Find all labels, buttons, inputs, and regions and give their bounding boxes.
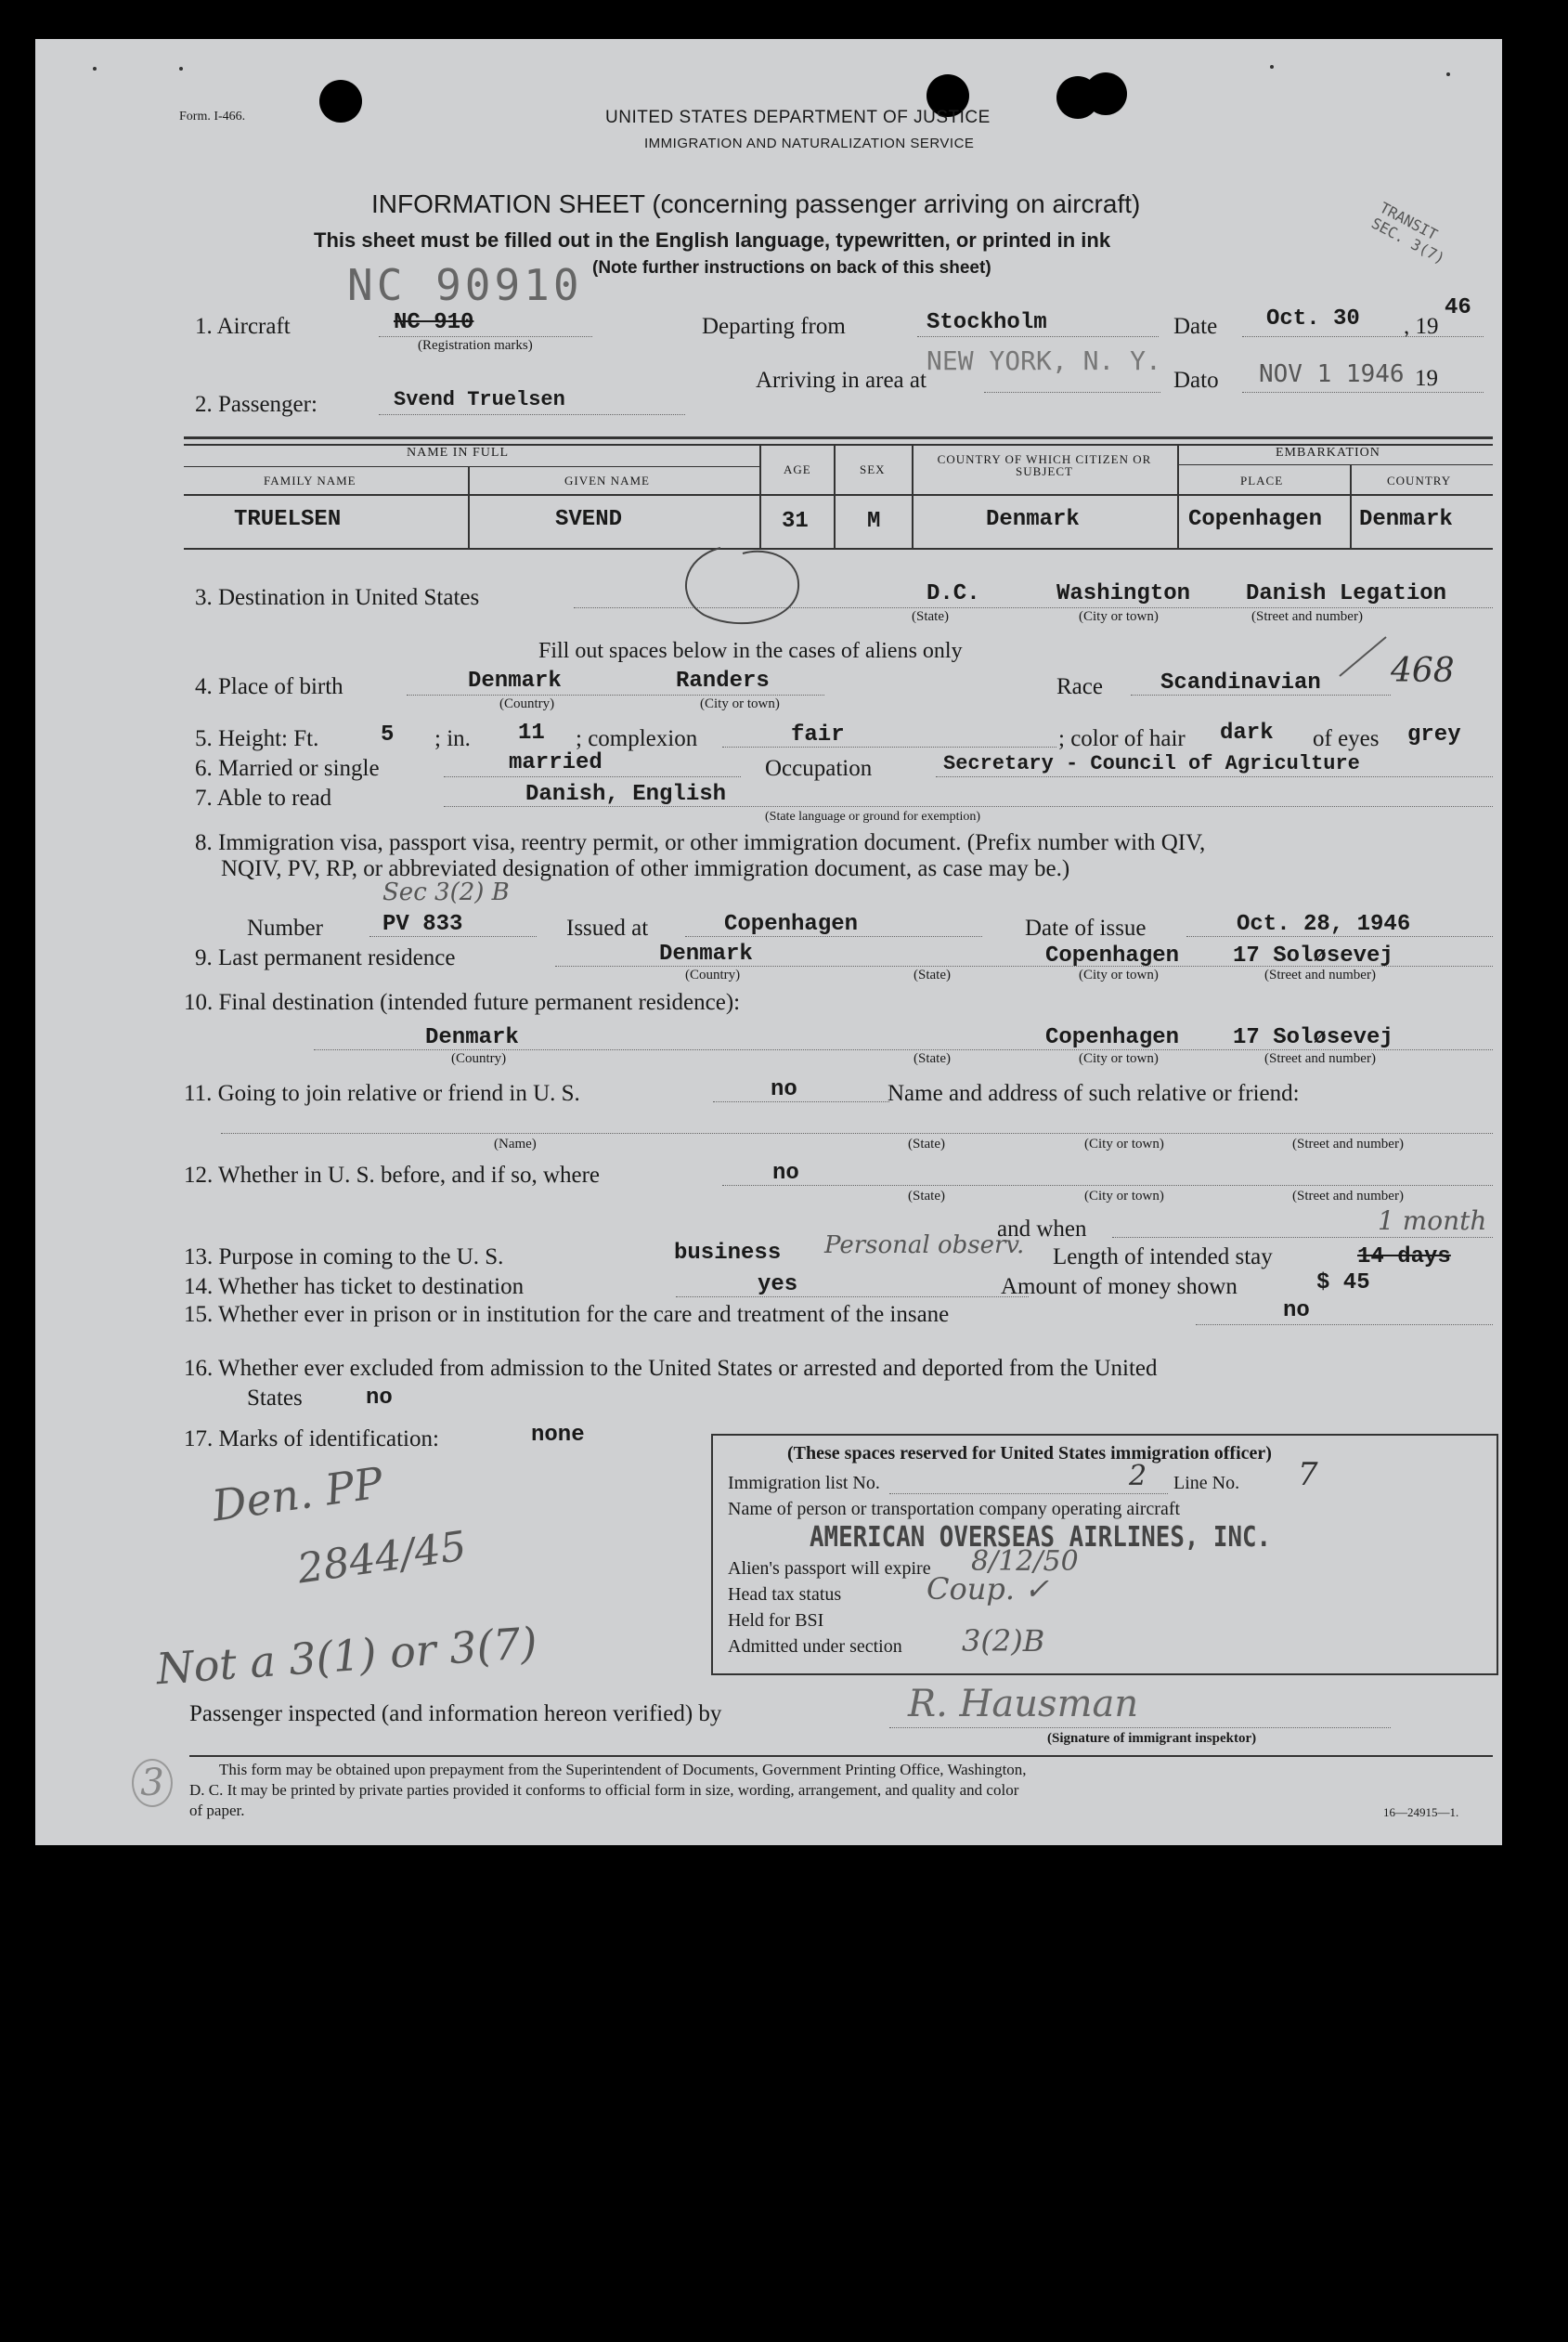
handnote-circled: 3 <box>132 1759 173 1807</box>
join-state-caption: (State) <box>908 1137 945 1151</box>
destination-state: D.C. <box>927 581 980 606</box>
passenger-value: Svend Truelsen <box>394 388 565 411</box>
date2-stamp: NOV 1 1946 <box>1259 360 1405 388</box>
handnote-passport: Den. PP <box>209 1457 386 1531</box>
prison-label: 15. Whether ever in prison or in institution for the care and treatment of the insane <box>184 1302 950 1327</box>
excluded-text-2: States <box>247 1386 303 1411</box>
married-value: married <box>509 750 603 775</box>
department-name: UNITED STATES DEPARTMENT OF JUSTICE <box>605 108 991 127</box>
stay-label: Length of intended stay <box>1053 1244 1273 1269</box>
before-street-caption: (Street and number) <box>1292 1189 1404 1204</box>
arriving-label: Arriving in area at <box>756 368 927 393</box>
aliens-heading: Fill out spaces below in the cases of aliens only <box>538 639 963 663</box>
signature-caption: (Signature of immigrant inspektor) <box>1047 1731 1257 1746</box>
money-value: $ 45 <box>1316 1270 1370 1295</box>
given-name-header: GIVEN NAME <box>564 474 650 488</box>
form-sheet <box>35 39 1502 1845</box>
destination-state-caption: (State) <box>912 609 949 624</box>
place-header: PLACE <box>1240 474 1284 488</box>
married-label: 6. Married or single <box>195 756 380 781</box>
departing-value: Stockholm <box>927 310 1047 335</box>
birth-label: 4. Place of birth <box>195 674 343 699</box>
embarkation-header: EMBARKATION <box>1276 446 1380 460</box>
hair-value: dark <box>1220 721 1274 746</box>
list-no-value: 2 <box>1129 1460 1147 1492</box>
service-name: IMMIGRATION AND NATURALIZATION SERVICE <box>644 136 975 151</box>
issue-date-value: Oct. 28, 1946 <box>1237 912 1411 937</box>
residence-city-caption: (City or town) <box>1079 968 1159 982</box>
residence-country: Denmark <box>659 942 753 967</box>
country-citizen-header: COUNTRY OF WHICH CITIZEN OR SUBJECT <box>937 452 1152 478</box>
speck <box>93 67 97 71</box>
head-tax-value: Coup. ✓ <box>927 1571 1049 1607</box>
line-no-value: 7 <box>1298 1456 1318 1493</box>
inspected-label: Passenger inspected (and information hereon verified) by <box>189 1701 722 1726</box>
join-value: no <box>771 1077 797 1102</box>
transit-stamp: TRANSIT SEC. 3(7) <box>1368 198 1448 268</box>
join-street-caption: (Street and number) <box>1292 1137 1404 1151</box>
residence-city: Copenhagen <box>1045 943 1180 969</box>
speck <box>1270 65 1274 69</box>
before-state-caption: (State) <box>908 1189 945 1204</box>
footer-text-2: D. C. It may be printed by private parties provided it conforms to official form in size, wording, arrangement, and quality and color <box>189 1781 1019 1799</box>
aircraft-value: NC 910 <box>394 310 474 335</box>
destination-label: 3. Destination in United States <box>195 585 480 610</box>
race-code: 468 <box>1391 652 1455 690</box>
document-text-2: NQIV, PV, RP, or abbreviated designation of other immigration document, as case may be.) <box>221 856 1070 881</box>
embark-country-cell: Denmark <box>1359 507 1453 532</box>
date-year: 46 <box>1445 295 1471 320</box>
arriving-stamp: NEW YORK, N. Y. <box>927 345 1161 376</box>
handnote-number: 2844/45 <box>294 1522 470 1594</box>
marks-label: 17. Marks of identification: <box>184 1426 439 1451</box>
head-tax-label: Head tax status <box>728 1584 842 1605</box>
admitted-value: 3(2)B <box>962 1623 1045 1659</box>
join-label: 11. Going to join relative or friend in U. S. <box>184 1081 580 1106</box>
document-handwritten: Sec 3(2) B <box>382 878 510 906</box>
country-header: COUNTRY <box>1387 474 1452 488</box>
footer-text-3: of paper. <box>189 1802 245 1819</box>
date-value: Oct. 30 <box>1266 306 1360 332</box>
aircraft-number-stamp: NC 90910 <box>347 260 583 310</box>
inspector-signature: R. Hausman <box>908 1683 1139 1725</box>
footer-code: 16—24915—1. <box>1383 1805 1459 1819</box>
embark-place-cell: Copenhagen <box>1188 507 1323 532</box>
line-no-label: Line No. <box>1173 1473 1240 1493</box>
instruction-text: This sheet must be filled out in the English language, typewritten, or printed in ink <box>314 228 1111 252</box>
footer-text-1: This form may be obtained upon prepayment from the Superintendent of Documents, Government Printing Office, Washington, <box>219 1761 1027 1778</box>
purpose-value: business <box>674 1241 782 1266</box>
name-in-full-header: NAME IN FULL <box>407 446 509 460</box>
date2-suffix: 19 <box>1415 366 1438 391</box>
occupation-value: Secretary - Council of Agriculture <box>943 752 1360 775</box>
read-caption: (State language or ground for exemption) <box>765 810 981 824</box>
punch-hole <box>319 80 362 123</box>
excluded-value: no <box>366 1386 393 1411</box>
join-name-caption: (Name) <box>494 1137 537 1151</box>
form-title: INFORMATION SHEET (concerning passenger arriving on aircraft) <box>371 189 1141 218</box>
race-slash <box>1335 633 1391 680</box>
ticket-label: 14. Whether has ticket to destination <box>184 1274 525 1299</box>
final-country-caption: (Country) <box>451 1051 507 1066</box>
company-label: Name of person or transportation company operating aircraft <box>728 1499 1181 1519</box>
before-city-caption: (City or town) <box>1084 1189 1164 1204</box>
final-state-caption: (State) <box>914 1051 951 1066</box>
join-city-caption: (City or town) <box>1084 1137 1164 1151</box>
given-name-cell: SVEND <box>555 507 623 532</box>
height-label: 5. Height: Ft. <box>195 726 319 751</box>
officer-heading: (These spaces reserved for United States immigration officer) <box>787 1443 1272 1464</box>
final-city: Copenhagen <box>1045 1025 1180 1050</box>
complexion-value: fair <box>791 722 845 748</box>
height-in-label: ; in. <box>434 726 471 751</box>
speck <box>179 67 183 71</box>
issued-label: Issued at <box>566 916 649 941</box>
purpose-handwritten: Personal observ. <box>824 1231 1025 1259</box>
handnote-section: Not a 3(1) or 3(7) <box>154 1617 539 1695</box>
read-label: 7. Able to read <box>195 786 332 811</box>
sex-header: SEX <box>860 462 886 476</box>
admitted-label: Admitted under section <box>728 1636 902 1657</box>
registration-caption: (Registration marks) <box>418 338 533 353</box>
issued-value: Copenhagen <box>724 912 859 937</box>
destination-street: Danish Legation <box>1246 581 1447 606</box>
prison-value: no <box>1283 1298 1310 1323</box>
height-inches: 11 <box>518 721 545 746</box>
age-header: AGE <box>784 462 811 476</box>
family-name-cell: TRUELSEN <box>234 507 342 532</box>
hand-drawn-circle <box>667 540 815 633</box>
ticket-value: yes <box>758 1272 798 1297</box>
occupation-label: Occupation <box>765 756 873 781</box>
date-year-prefix: , 19 <box>1404 314 1439 339</box>
hair-label: ; color of hair <box>1058 726 1186 751</box>
eyes-value: grey <box>1407 722 1461 748</box>
number-label: Number <box>247 916 323 941</box>
birth-city: Randers <box>676 669 770 694</box>
birth-country-caption: (Country) <box>499 696 555 711</box>
residence-street: 17 Soløsevej <box>1233 943 1393 969</box>
date-label: Date <box>1173 314 1218 339</box>
sex-cell: M <box>867 509 881 534</box>
before-label: 12. Whether in U. S. before, and if so, where <box>184 1163 601 1188</box>
passenger-label: 2. Passenger: <box>195 392 317 417</box>
document-text-1: 8. Immigration visa, passport visa, reentry permit, or other immigration document. (Prefix number with QIV, <box>195 830 1206 855</box>
stay-handwritten: 1 month <box>1378 1205 1487 1236</box>
destination-city-caption: (City or town) <box>1079 609 1159 624</box>
passport-expire-label: Alien's passport will expire <box>728 1558 931 1579</box>
punch-hole <box>1084 72 1127 115</box>
issue-date-label: Date of issue <box>1025 916 1147 941</box>
destination-street-caption: (Street and number) <box>1251 609 1363 624</box>
marks-value: none <box>531 1423 585 1448</box>
money-label: Amount of money shown <box>1001 1274 1238 1299</box>
final-city-caption: (City or town) <box>1079 1051 1159 1066</box>
and-when-label: and when <box>997 1217 1087 1242</box>
purpose-label: 13. Purpose in coming to the U. S. <box>184 1244 504 1269</box>
instruction-note: (Note further instructions on back of this sheet) <box>592 258 991 278</box>
aircraft-label: 1. Aircraft <box>195 314 291 339</box>
stay-value: 14 days <box>1357 1244 1451 1269</box>
form-number: Form. I-466. <box>179 110 246 124</box>
final-street: 17 Soløsevej <box>1233 1025 1393 1050</box>
final-street-caption: (Street and number) <box>1264 1051 1376 1066</box>
excluded-text-1: 16. Whether ever excluded from admission to the United States or arrested and deported from the United <box>184 1356 1158 1381</box>
height-feet: 5 <box>381 722 395 748</box>
final-country: Denmark <box>425 1025 519 1050</box>
speck <box>1446 72 1450 76</box>
company-stamp: AMERICAN OVERSEAS AIRLINES, INC. <box>810 1521 1272 1554</box>
race-value: Scandinavian <box>1160 670 1321 696</box>
read-value: Danish, English <box>525 782 727 807</box>
residence-label: 9. Last permanent residence <box>195 945 456 970</box>
number-value: PV 833 <box>382 912 463 937</box>
passport-expire-value: 8/12/50 <box>971 1545 1079 1578</box>
residence-country-caption: (Country) <box>685 968 741 982</box>
departing-label: Departing from <box>702 314 846 339</box>
race-label: Race <box>1056 674 1103 699</box>
birth-city-caption: (City or town) <box>700 696 780 711</box>
age-cell: 31 <box>782 509 809 534</box>
join-name-label: Name and address of such relative or friend: <box>888 1081 1300 1106</box>
bsi-label: Held for BSI <box>728 1610 824 1631</box>
destination-city: Washington <box>1056 581 1191 606</box>
residence-state-caption: (State) <box>914 968 951 982</box>
eyes-label: of eyes <box>1313 726 1380 751</box>
family-name-header: FAMILY NAME <box>264 474 356 488</box>
list-no-label: Immigration list No. <box>728 1473 880 1493</box>
residence-street-caption: (Street and number) <box>1264 968 1376 982</box>
birth-country: Denmark <box>468 669 562 694</box>
complexion-label: ; complexion <box>576 726 698 751</box>
final-label: 10. Final destination (intended future permanent residence): <box>184 990 741 1015</box>
date2-label: Dato <box>1173 368 1219 393</box>
before-value: no <box>772 1161 799 1186</box>
citizen-cell: Denmark <box>986 507 1080 532</box>
